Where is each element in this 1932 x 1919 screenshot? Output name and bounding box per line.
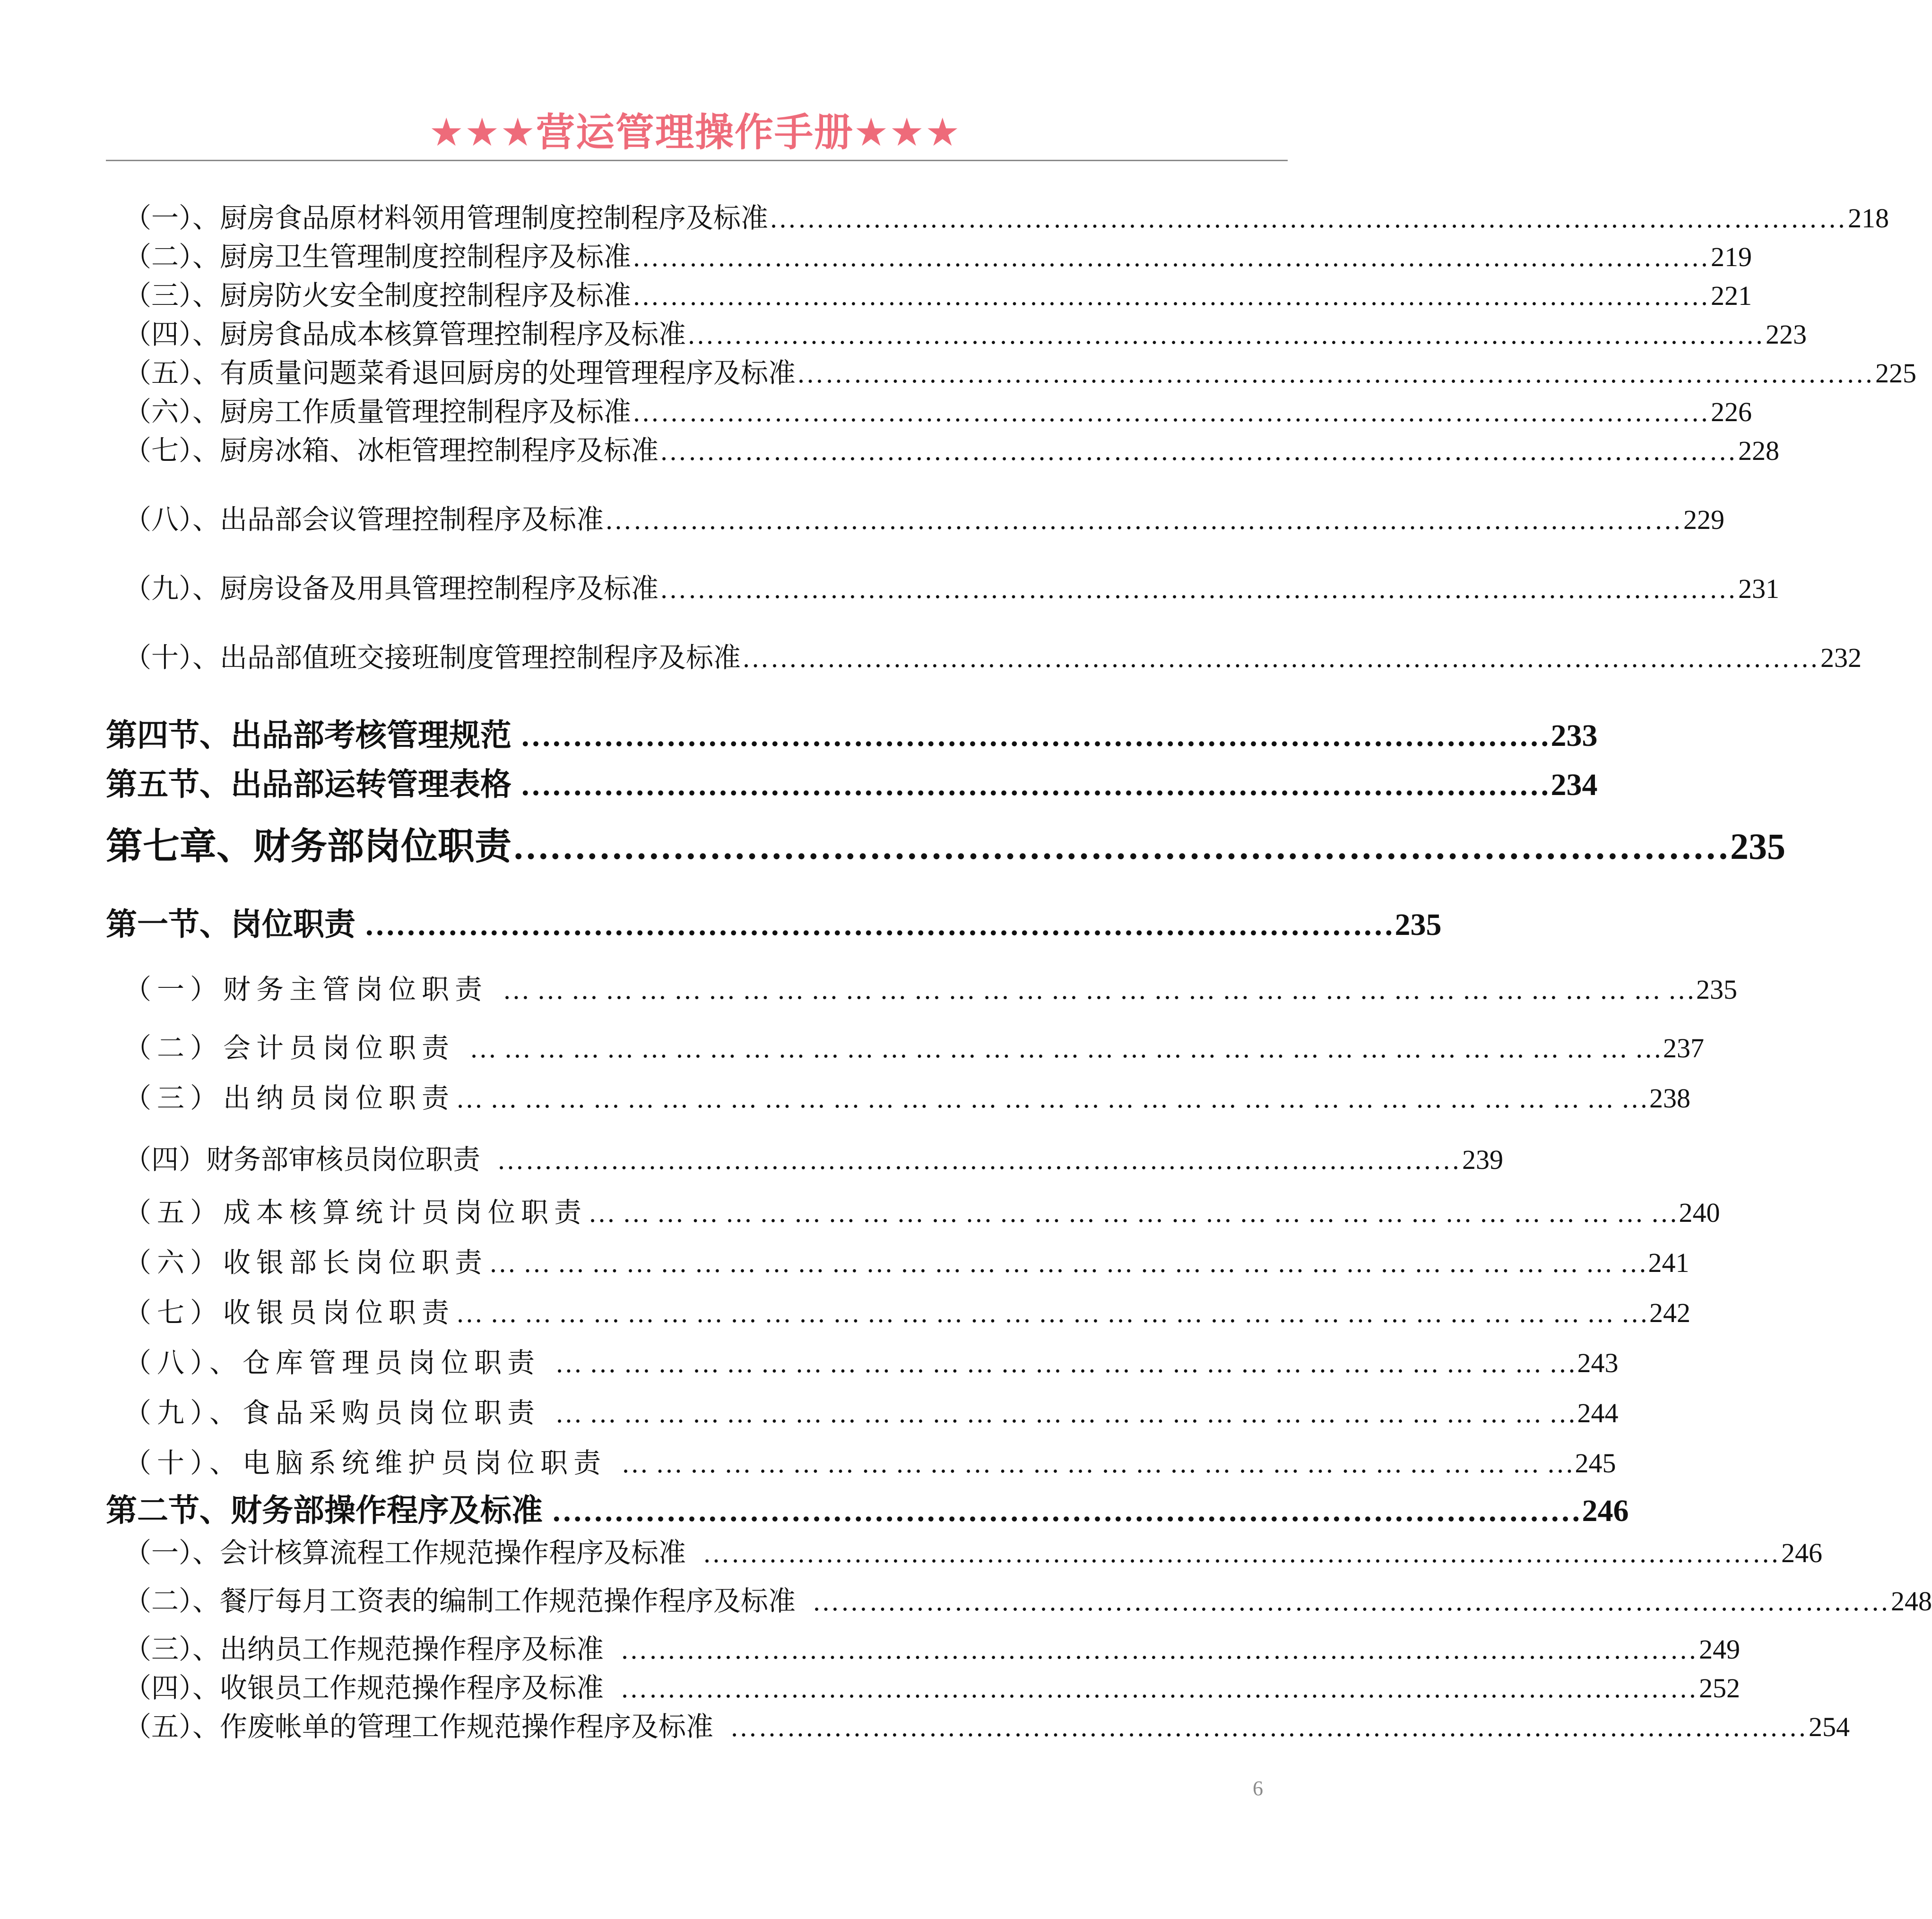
toc-section-entry[interactable] [106,899,1442,942]
toc-dot-leader: ……………………………………………………………………………………… [512,826,1730,867]
toc-entry[interactable] [124,1190,1720,1228]
toc-section-entry[interactable] [106,1485,1629,1529]
toc-entry[interactable] [124,1026,1705,1064]
toc-entry[interactable] [124,967,1738,1005]
toc-entry-page: 238 [1649,1083,1691,1114]
toc-entry[interactable] [124,1627,1741,1665]
toc-entry-label: （三）、厨房防火安全制度控制程序及标准 [124,279,632,311]
toc-dot-leader: …………………………………………………………………………………………………… [742,642,1820,673]
toc-entry-page: 243 [1577,1348,1619,1378]
toc-entry-label: （四）、厨房食品成本核算管理控制程序及标准 [124,318,686,350]
toc-entry-label: （七）收银员岗位职责 [124,1297,455,1329]
toc-entry-label: （二）会计员岗位职责 [124,1032,455,1064]
toc-entry-label: （八）、仓库管理员岗位职责 [124,1347,541,1379]
toc-section-entry[interactable] [106,759,1598,803]
toc-entry-page: 244 [1577,1398,1619,1428]
toc-dot-leader: ……………………………………………………………………………………… [512,768,1550,802]
toc-dot-leader: … … … … … … … … … … … … … … … … … … … … … … … … … … … … … … … … … … … [456,1033,1663,1063]
toc-chapter-label: 第七章、财务部岗位职责 [106,825,512,868]
toc-entry[interactable] [124,1704,1850,1743]
toc-entry[interactable] [124,351,1917,389]
toc-entry-page: 231 [1738,573,1780,604]
toc-entry[interactable] [124,389,1752,428]
toc-dot-leader: …………………………………………………………………………………………………… [605,504,1683,535]
toc-dot-leader: …………………………………………………………………………………………………… [605,1634,1698,1665]
toc-entry-label: （九）、食品采购员岗位职责 [124,1397,541,1429]
toc-entry-page: 242 [1649,1297,1691,1328]
toc-entry-label: （八）、出品部会议管理控制程序及标准 [124,503,604,536]
toc-dot-leader: …………………………………………………………………………………………………… [714,1712,1808,1742]
toc-entry[interactable] [124,635,1862,674]
toc-chapter-entry[interactable] [106,817,1786,868]
toc-entry[interactable] [124,497,1725,536]
toc-dot-leader: …………………………………………………………………………………………………… [687,319,1765,350]
toc-entry-page: 229 [1683,504,1725,535]
toc-entry-page: 228 [1738,435,1780,466]
toc-dot-leader: …………………………………………………………………………………………………… [632,280,1710,311]
toc-entry[interactable] [124,312,1807,350]
toc-entry[interactable] [124,428,1780,467]
toc-entry-label: （二）、餐厅每月工资表的编制工作规范操作程序及标准 [124,1585,796,1617]
toc-dot-leader: … … … … … … … … … … … … … … … … … … … … … … … … … … … … … … [541,1398,1577,1428]
toc-entry-page: 235 [1696,974,1738,1005]
toc-section-entry[interactable] [106,710,1598,753]
toc-dot-leader: ……………………………………………………………………………………… [356,908,1394,942]
toc-entry-label: （一）、会计核算流程工作规范操作程序及标准 [124,1537,686,1569]
toc-entry-label: （一）、厨房食品原材料领用管理制度控制程序及标准 [124,202,769,234]
toc-entry-page: 237 [1663,1033,1705,1063]
toc-entry-page: 219 [1711,242,1752,272]
toc-entry-page: 252 [1699,1673,1741,1703]
toc-section-page: 235 [1395,908,1442,942]
toc-entry-page: 239 [1462,1144,1504,1175]
toc-dot-leader: …………………………………………………………………………………………………… [797,1586,1890,1616]
toc-entry-label: （二）、厨房卫生管理制度控制程序及标准 [124,241,632,273]
page-header-title: ★★★营运管理操作手册★★★ [429,110,961,155]
toc-entry-page: 223 [1766,319,1807,350]
toc-entry[interactable] [124,1340,1619,1379]
toc-entry-page: 218 [1848,203,1889,233]
toc-section-label: 第一节、岗位职责 [106,906,355,942]
toc-dot-leader: …………………………………………………………………………………………………… [769,203,1847,233]
toc-dot-leader: …………………………………………………………………………………………………… [605,1673,1698,1703]
toc-entry[interactable] [124,1290,1691,1329]
toc-dot-leader: ……………………………………………………………………………………… [512,718,1550,753]
toc-entry-label: （三）、出纳员工作规范操作程序及标准 [124,1633,604,1665]
toc-entry[interactable] [124,1441,1616,1479]
toc-entry-page: 245 [1575,1448,1616,1478]
toc-section-page: 246 [1582,1494,1629,1528]
toc-entry-label: （十）、出品部值班交接班制度管理控制程序及标准 [124,641,741,674]
toc-entry-page: 254 [1809,1712,1850,1742]
toc-entry[interactable] [124,1530,1823,1569]
toc-entry-page: 221 [1711,280,1752,311]
toc-entry-page: 240 [1679,1197,1720,1228]
toc-section-label: 第二节、财务部操作程序及标准 [106,1492,543,1529]
toc-dot-leader: … … … … … … … … … … … … … … … … … … … … … … … … … … … … … … … … [588,1197,1678,1228]
toc-dot-leader: …………………………………………………………………………………………………… [632,397,1710,427]
toc-entry-page: 246 [1781,1538,1823,1568]
toc-section-page: 234 [1551,768,1598,802]
toc-entry[interactable] [124,1076,1691,1114]
toc-dot-leader: …………………………………………………………………………………………………… [659,573,1738,604]
toc-entry-label: （十）、电脑系统维护员岗位职责 [124,1447,607,1479]
toc-entry-label: （九）、厨房设备及用具管理控制程序及标准 [124,572,659,605]
toc-entry-label: （七）、厨房冰箱、冰柜管理控制程序及标准 [124,434,659,467]
toc-dot-leader: … … … … … … … … … … … … … … … … … … … … … … … … … … … … … … … … … … … [456,1297,1649,1328]
toc-entry-page: 225 [1875,358,1917,389]
toc-chapter-page: 235 [1730,826,1786,867]
toc-dot-leader: … … … … … … … … … … … … … … … … … … … … … … … … … … … … [607,1448,1574,1478]
toc-entry[interactable] [124,273,1752,311]
toc-entry[interactable] [124,1666,1741,1704]
toc-dot-leader: … … … … … … … … … … … … … … … … … … … … … … … … … … … … … … … … … … [489,1247,1647,1278]
footer-page-number: 6 [1253,1777,1263,1800]
header-divider [106,160,1288,161]
toc-entry-label: （六）、厨房工作质量管理控制程序及标准 [124,396,632,428]
toc-entry-label: （五）、有质量问题菜肴退回厨房的处理管理程序及标准 [124,357,796,389]
toc-entry-page: 226 [1711,397,1752,427]
toc-entry[interactable] [124,1240,1689,1279]
toc-dot-leader: … … … … … … … … … … … … … … … … … … … … … … … … … … … … … … [541,1348,1577,1378]
toc-dot-leader: ………………………………………………………………………………………… [481,1144,1462,1175]
toc-section-label: 第五节、出品部运转管理表格 [106,766,511,803]
toc-entry-label: （六）收银部长岗位职责 [124,1246,488,1279]
toc-entry[interactable] [124,196,1889,234]
toc-entry-label: （四）、收银员工作规范操作程序及标准 [124,1672,604,1704]
toc-entry-label: （三）出纳员岗位职责 [124,1082,455,1114]
toc-dot-leader: … … … … … … … … … … … … … … … … … … … … … … … … … … … … … … … … … … … [489,974,1696,1005]
toc-entry-label: （一）财务主管岗位职责 [124,973,488,1005]
toc-section-page: 233 [1551,718,1598,753]
toc-entry-label: （五）成本核算统计员岗位职责 [124,1196,588,1228]
toc-dot-leader: …………………………………………………………………………………………………… [632,242,1710,272]
toc-dot-leader: …………………………………………………………………………………………………… [797,358,1875,389]
toc-entry[interactable] [124,234,1752,273]
toc-entry-page: 241 [1648,1247,1689,1278]
toc-dot-leader: … … … … … … … … … … … … … … … … … … … … … … … … … … … … … … … … … … … [456,1083,1649,1114]
toc-entry-page: 249 [1699,1634,1741,1665]
toc-entry-label: （四）财务部审核员岗位职责 [124,1143,481,1176]
toc-entry-label: （五）、作废帐单的管理工作规范操作程序及标准 [124,1711,714,1743]
toc-section-label: 第四节、出品部考核管理规范 [106,717,511,753]
toc-entry[interactable] [124,1391,1619,1429]
toc-entry[interactable] [124,566,1780,605]
toc-dot-leader: ……………………………………………………………………………………… [544,1494,1581,1528]
toc-entry-page: 248 [1891,1586,1932,1616]
toc-entry-page: 232 [1820,642,1862,673]
toc-entry[interactable] [124,1137,1504,1176]
toc-entry[interactable] [124,1579,1932,1617]
toc-dot-leader: …………………………………………………………………………………………………… [659,435,1738,466]
toc-dot-leader: …………………………………………………………………………………………………… [687,1538,1781,1568]
